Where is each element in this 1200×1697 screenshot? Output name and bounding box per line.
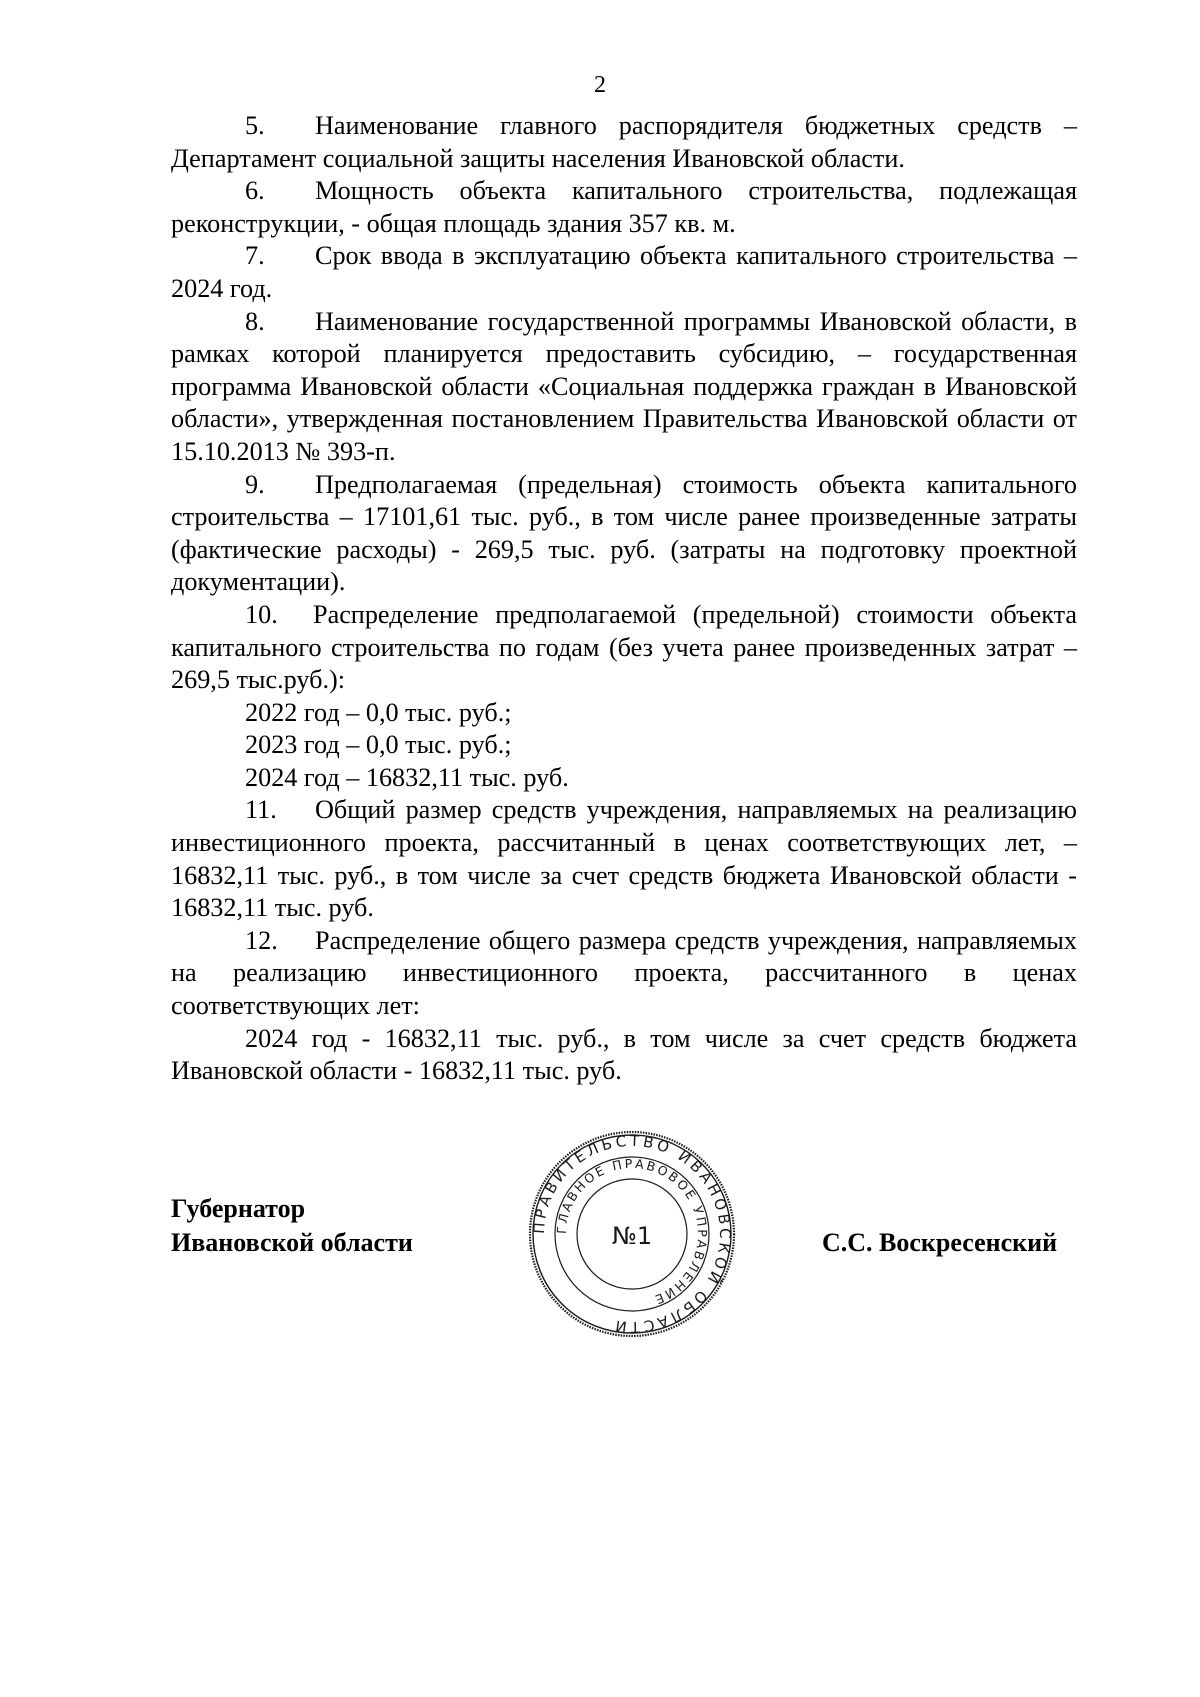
item-text: Наименование государственной программы Ивановской области, в рамках которой планируется предоставить субсидию, – государственная программа Ивановской области «Социальная поддержка граждан в Ивановской области», утвержденная постановлением Правительства Ивановской области от 15.10.2013 № 393-п. — [171, 306, 1077, 466]
paragraph-10 — [171, 599, 1077, 697]
item-number: 6. — [245, 176, 265, 206]
signatory-title-line2: Ивановской области — [171, 1228, 413, 1257]
item-text: Распределение общего размера средств учреждения, направляемых на реализацию инвестиционного проекта, рассчитанного в ценах соответствующих лет: — [171, 925, 1077, 1021]
seal-inner-text: ГЛАВНОЕ ПРАВОВОЕ УПРАВЛЕНИЕ — [553, 1155, 711, 1309]
paragraph-7 — [171, 240, 1077, 305]
item-number: 12. — [245, 925, 278, 955]
paragraph-5 — [171, 110, 1077, 175]
item-text: Срок ввода в эксплуатацию объекта капитального строительства – 2024 год. — [171, 241, 1077, 303]
seal-outer-text: ПРАВИТЕЛЬСТВО ИВАНОВСКОЙ ОБЛАСТИ — [529, 1131, 735, 1337]
item-text: Мощность объекта капитального строительства, подлежащая реконструкции, - общая площадь здания 357 кв. м. — [171, 176, 1077, 238]
signatory-title-line1: Губернатор — [171, 1194, 306, 1223]
item-text: Общий размер средств учреждения, направляемых на реализацию инвестиционного проекта, рассчитанный в ценах соответствующих лет, – 16832,11 тыс. руб., в том числе за счет средств бюджета Ивановской области - 16832,11 тыс. руб. — [171, 795, 1077, 923]
official-seal — [526, 1128, 738, 1340]
signatory-name: С.С. Воскресенский — [822, 1228, 1058, 1257]
item-number: 10. — [245, 599, 278, 629]
paragraph-11 — [171, 794, 1077, 924]
paragraph-12 — [171, 925, 1077, 1023]
item-number: 11. — [245, 795, 277, 825]
final-line: 2024 год - 16832,11 тыс. руб., в том числе за счет средств бюджета Ивановской области - 16832,11 тыс. руб. — [171, 1023, 1077, 1086]
paragraph-6 — [171, 175, 1077, 240]
year-line-2024: 2024 год – 16832,11 тыс. руб. — [245, 762, 569, 792]
document-body — [171, 110, 1077, 1088]
year-line-2023: 2023 год – 0,0 тыс. руб.; — [245, 730, 512, 760]
item-text: Предполагаемая (предельная) стоимость объекта капитального строительства – 17101,61 тыс. руб., в том числе ранее произведенные затраты (фактические расходы) - 269,5 тыс. руб. (затраты на подготовку проектной документации). — [171, 469, 1077, 597]
item-text: Распределение предполагаемой (предельной) стоимости объекта капитального строительства по годам (без учета ранее произведенных затрат – 269,5 тыс.руб.): — [171, 599, 1077, 695]
item-number: 9. — [245, 469, 265, 499]
paragraph-9 — [171, 469, 1077, 599]
signatory-title — [171, 1192, 413, 1260]
item-number: 5. — [245, 111, 265, 140]
page-number: 2 — [594, 72, 606, 98]
item-text: Наименование главного распорядителя бюджетных средств – Департамент социальной защиты населения Ивановской области. — [171, 111, 1077, 173]
paragraph-8 — [171, 306, 1077, 469]
seal-center-number: №1 — [611, 1222, 653, 1250]
year-line-2022: 2022 год – 0,0 тыс. руб.; — [245, 697, 512, 727]
item-number: 8. — [245, 306, 265, 336]
item-number: 7. — [245, 241, 265, 271]
